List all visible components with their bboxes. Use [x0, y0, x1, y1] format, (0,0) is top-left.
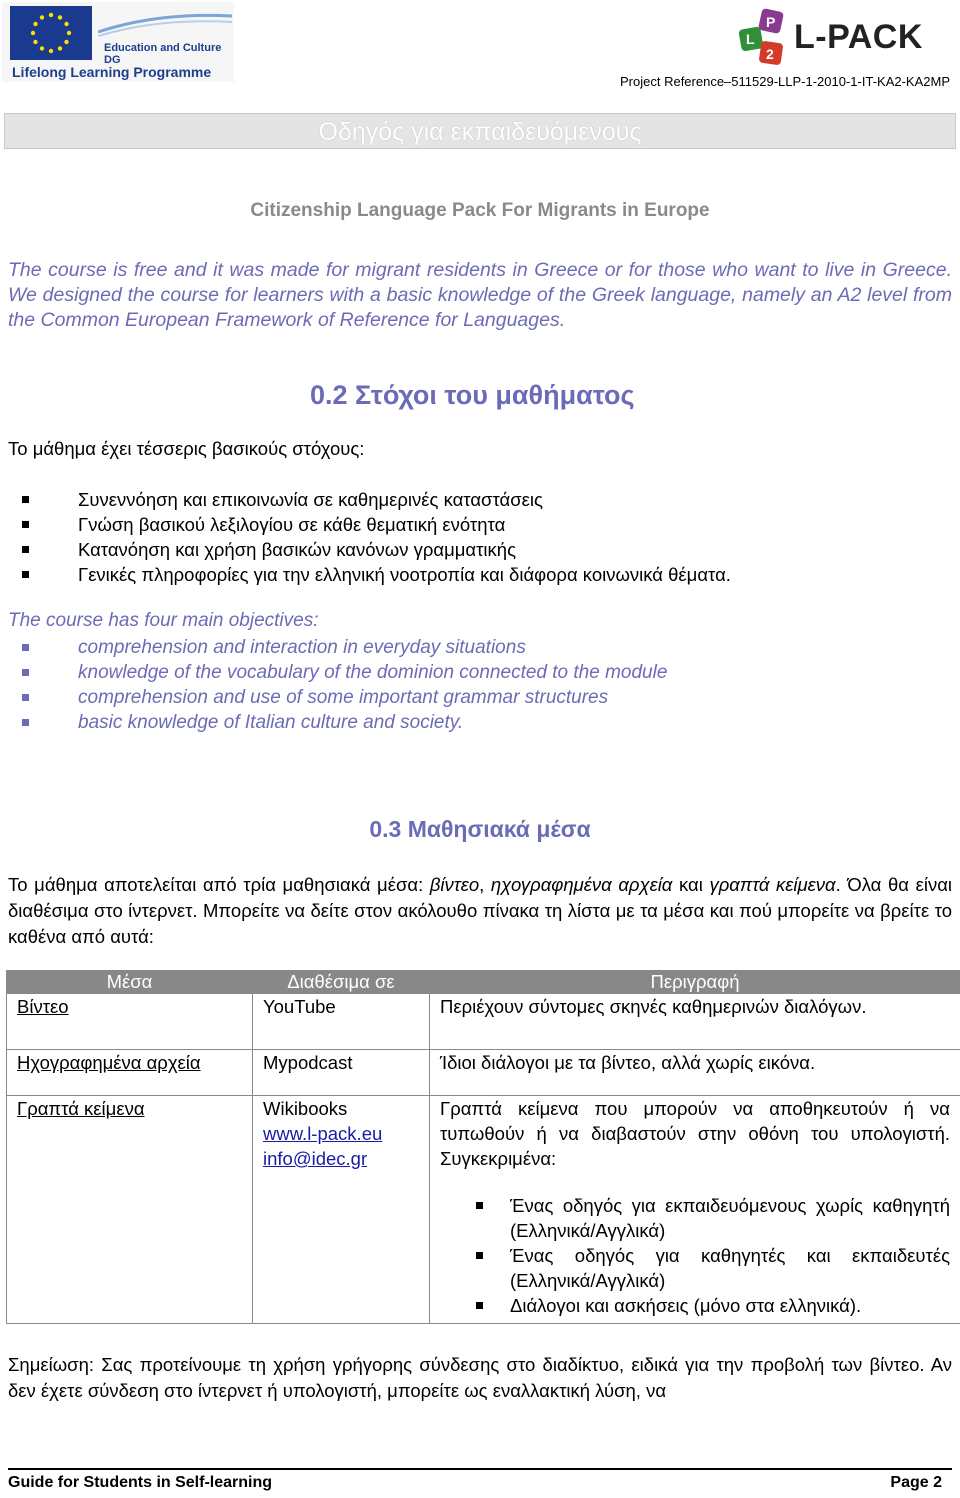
bullet-square-icon [22, 669, 29, 676]
section-heading-media: 0.3 Μαθησιακά μέσα [369, 816, 591, 842]
column-header: Διαθέσιμα σε [253, 971, 430, 994]
list-item: Γνώση βασικού λεξιλογίου σε κάθε θεματική ενότητα [8, 512, 952, 537]
list-item: comprehension and interaction in everyday situations [8, 635, 952, 660]
note-paragraph: Σημείωση: Σας προτείνουμε τη χρήση γρήγορης σύνδεσης στο διαδίκτυο, ειδικά για την προβολή των βίντεο. Αν δεν έχετε σύνδεση στο ίντερνετ ή υπολογιστή, μπορείτε ως εναλλακτική λύση, να [8, 1354, 952, 1401]
list-item: Κατανόηση και χρήση βασικών κανόνων γραμματικής [8, 537, 952, 562]
goals-list-greek [8, 487, 952, 587]
email-link[interactable]: info@idec.gr [263, 1148, 368, 1169]
available-cell: YouTube [253, 994, 430, 1050]
bullet-square-icon [22, 571, 29, 578]
list-item: Γενικές πληροφορίες για την ελληνική νοοτροπία και διάφορα κοινωνικά θέματα. [8, 562, 952, 587]
website-link[interactable]: www.l-pack.eu [263, 1123, 383, 1144]
eu-programme-label: Lifelong Learning Programme [12, 64, 212, 80]
available-cell [253, 1096, 430, 1324]
eu-programme-logo [2, 2, 234, 82]
list-item: Συνεννόηση και επικοινωνία σε καθημερινές καταστάσεις [8, 487, 952, 512]
page-number: Page 2 [890, 1474, 942, 1491]
table-row [7, 994, 960, 1050]
bullet-square-icon [22, 694, 29, 701]
bullet-square-icon [476, 1252, 483, 1259]
bullet-square-icon [22, 496, 29, 503]
title-bar [4, 113, 956, 149]
media-cell: Ηχογραφημένα αρχεία [7, 1050, 253, 1096]
footer-title: Guide for Students in Self-learning [8, 1474, 273, 1491]
column-header: Μέσα [7, 971, 253, 994]
table-row [7, 1096, 960, 1324]
table-header-row [7, 971, 960, 994]
project-reference: Project Reference–511529-LLP-1-2010-1-IT-KA2-KA2MP [620, 74, 950, 89]
bullet-square-icon [22, 719, 29, 726]
eu-dg-label: Education and Culture DG [104, 42, 222, 66]
bullet-square-icon [476, 1302, 483, 1309]
intro-paragraph: The course is free and it was made for migrant residents in Greece or for those who want to live in Greece. We designed the course for learners with a basic knowledge of the Greek language, namely an A2 level from the Common European Framework of Reference for Languages. [8, 259, 952, 331]
lpack-logo [738, 8, 948, 68]
description-cell: Περιέχουν σύντομες σκηνές καθημερινών διαλόγων. [430, 994, 960, 1050]
goals-list-english [8, 635, 952, 735]
list-item: Ένας οδηγός για εκπαιδευόμενους χωρίς καθηγητή (Ελληνικά/Αγγλικά) [440, 1193, 960, 1243]
list-item: Διάλογοι και ασκήσεις (μόνο στα ελληνικά). [440, 1293, 960, 1318]
section-heading-goals: 0.2 Στόχοι του μαθήματος [310, 380, 635, 410]
svg-text:P: P [766, 14, 776, 30]
list-item: basic knowledge of Italian culture and society. [8, 710, 952, 735]
table-row [7, 1050, 960, 1096]
available-wikibooks: Wikibooks [263, 1098, 348, 1119]
list-item: Ένας οδηγός για καθηγητές και εκπαιδευτές (Ελληνικά/Αγγλικά) [440, 1243, 960, 1293]
bullet-square-icon [22, 644, 29, 651]
eu-decoration-icon [98, 10, 232, 38]
footer-divider [8, 1468, 952, 1470]
lpack-logo-text: L-PACK [794, 18, 923, 56]
page-title: Οδηγός για εκπαιδευόμενους [318, 118, 642, 146]
svg-text:L: L [746, 31, 755, 47]
description-text: Γραπτά κείμενα που μπορούν να αποθηκευτούν ή να τυπωθούν ή να διαβαστούν στην οθόνη του υπολογιστή. Συγκεκριμένα: [440, 1098, 950, 1169]
goals-intro: Το μάθημα έχει τέσσερις βασικούς στόχους: [8, 438, 365, 459]
media-paragraph: Το μάθημα αποτελείται από τρία μαθησιακά μέσα: βίντεο, ηχογραφημένα αρχεία και γραπτά κείμενα. Όλα θα είναι διαθέσιμα στο ίντερνετ. Μπορείτε να δείτε στον ακόλουθο πίνακα τη λίστα με τα μέσα και πού μπορείτε να βρείτε το καθένα από αυτά: [8, 874, 953, 947]
page-subtitle: Citizenship Language Pack For Migrants in Europe [250, 200, 710, 221]
bullet-square-icon [476, 1202, 483, 1209]
media-cell: Βίντεο [7, 994, 253, 1050]
media-table [6, 970, 960, 1324]
list-item: comprehension and use of some important grammar structures [8, 685, 952, 710]
lpack-emblem-icon [738, 8, 794, 68]
available-cell: Mypodcast [253, 1050, 430, 1096]
description-cell: Ίδιοι διάλογοι με τα βίντεο, αλλά χωρίς εικόνα. [430, 1050, 960, 1096]
svg-text:2: 2 [766, 46, 774, 62]
bullet-square-icon [22, 521, 29, 528]
media-cell: Γραπτά κείμενα [7, 1096, 253, 1324]
list-item: knowledge of the vocabulary of the dominion connected to the module [8, 660, 952, 685]
column-header: Περιγραφή [430, 971, 960, 994]
description-cell [430, 1096, 960, 1324]
written-texts-list [440, 1193, 960, 1318]
bullet-square-icon [22, 546, 29, 553]
eu-flag-icon [10, 6, 92, 60]
goals-intro-english: The course has four main objectives: [8, 610, 319, 631]
